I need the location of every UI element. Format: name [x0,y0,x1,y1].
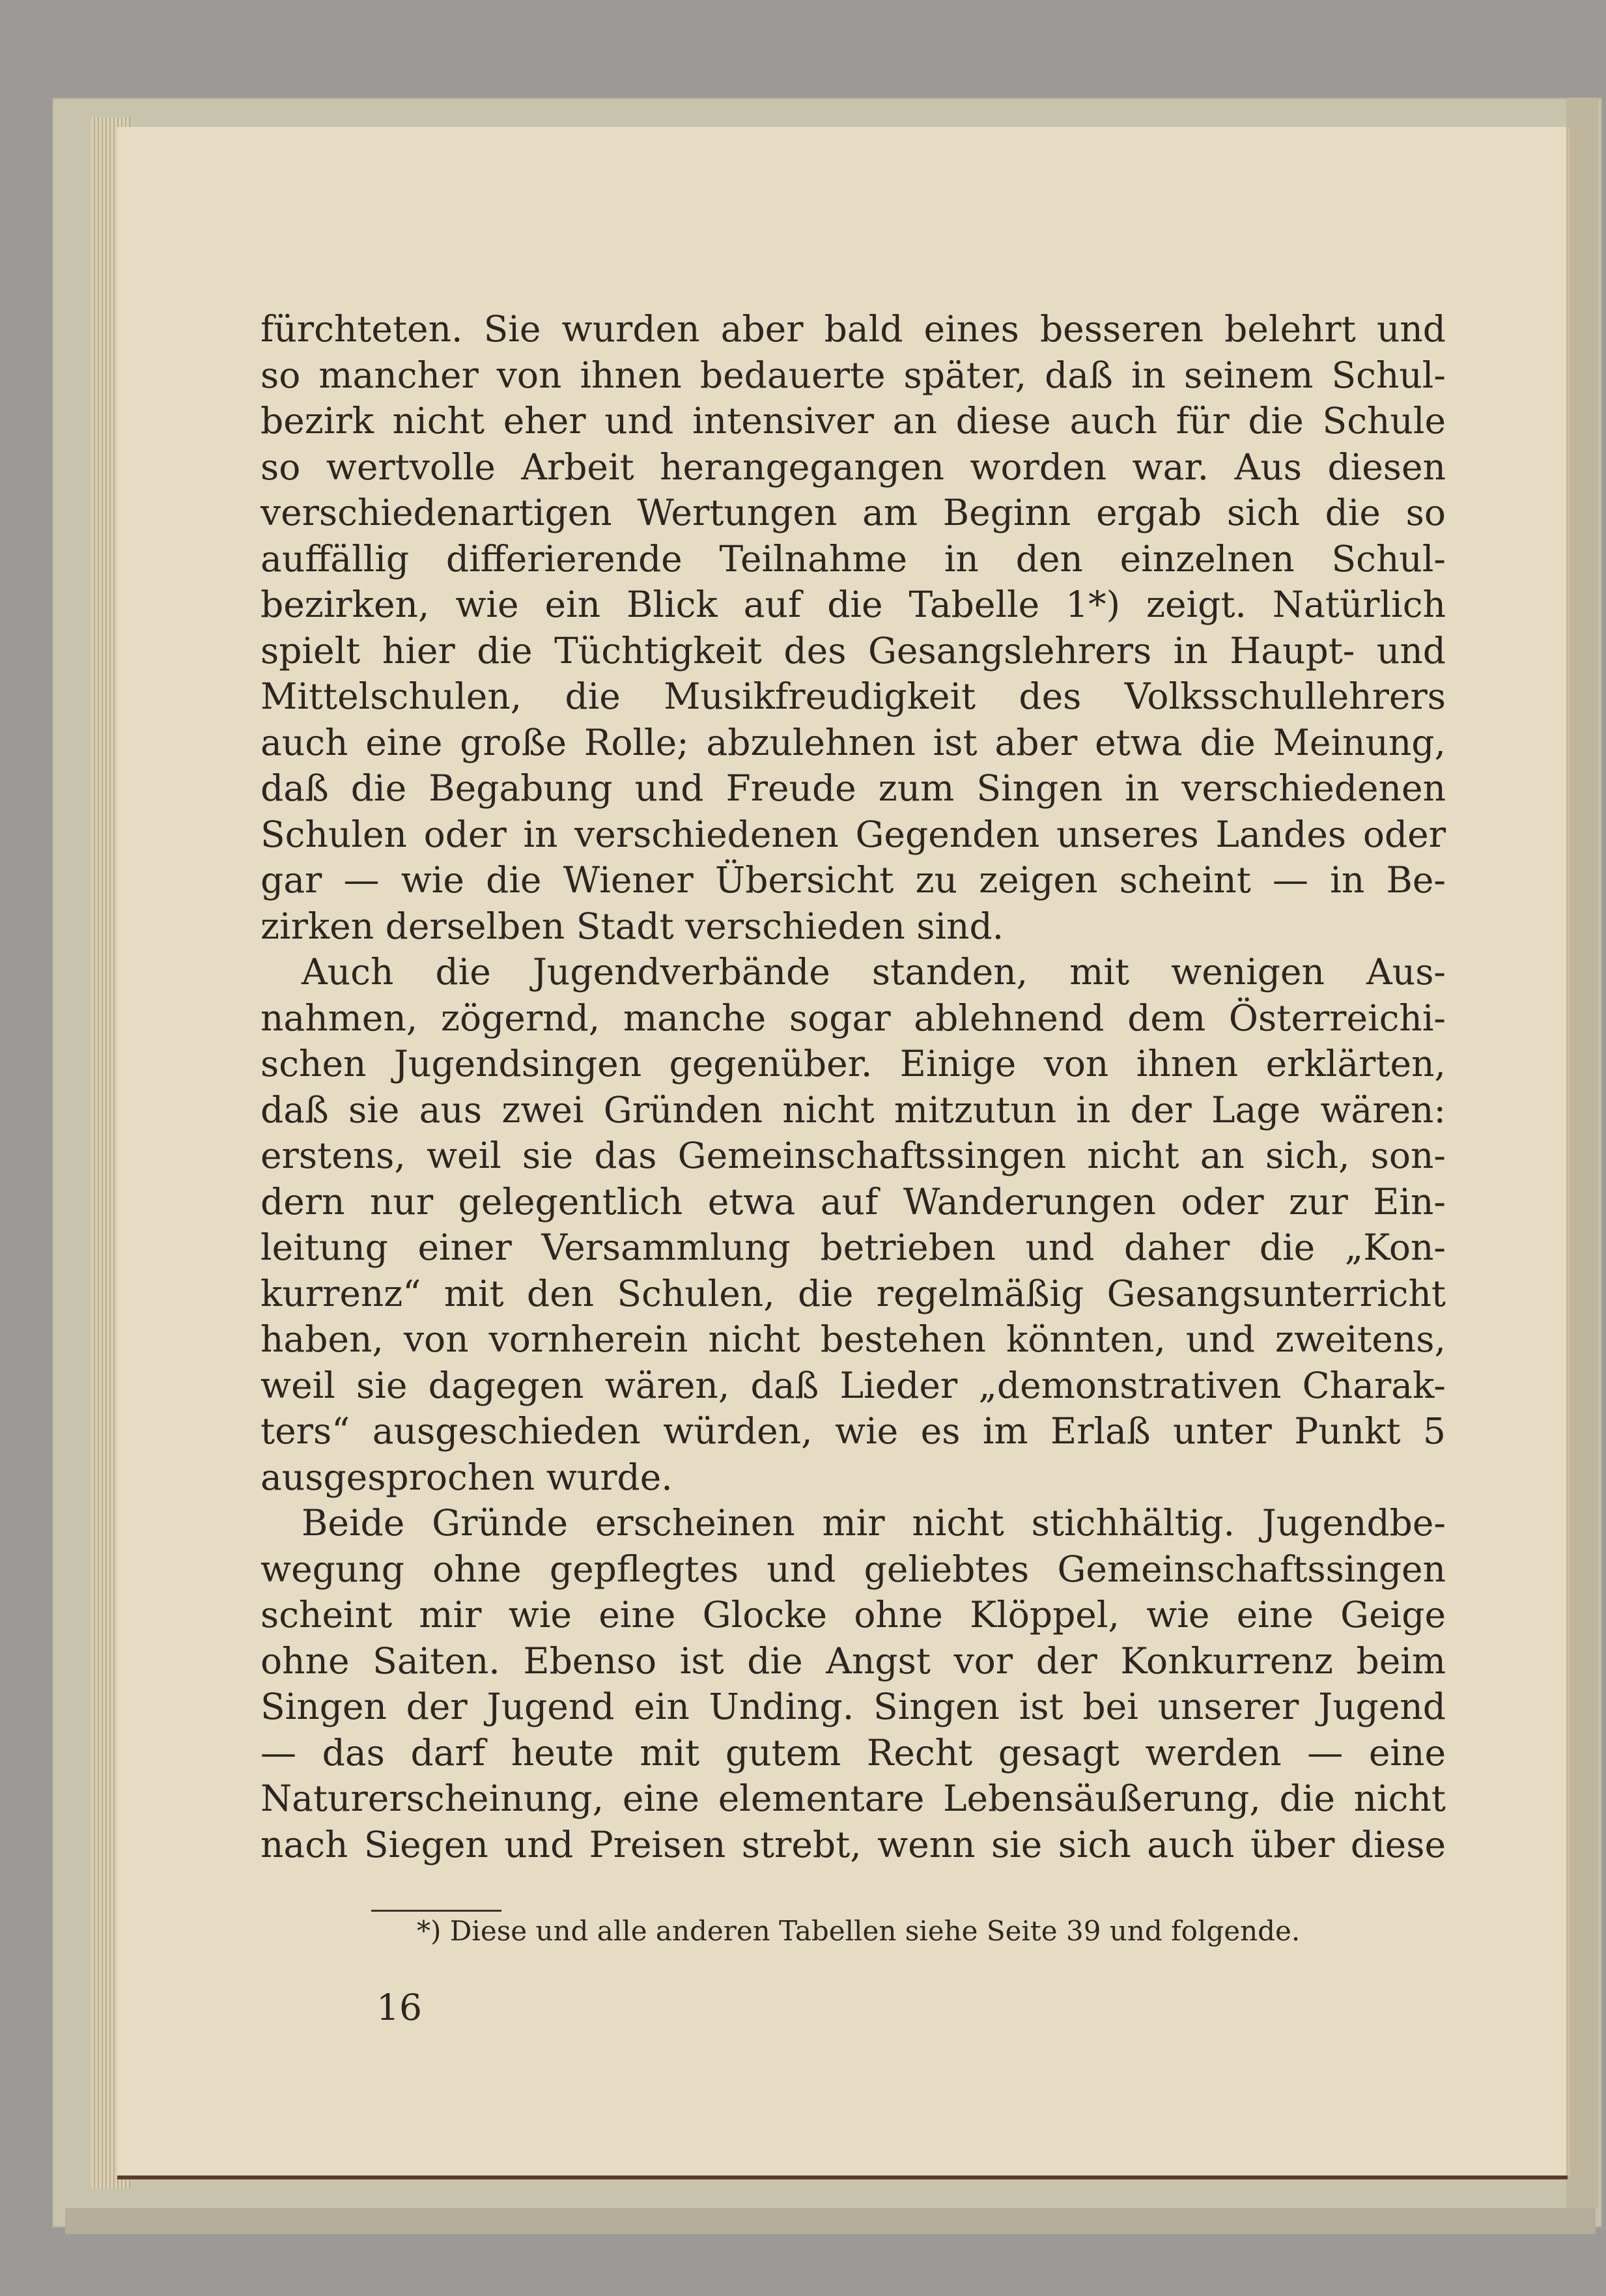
text-line: auffällig differierende Teilnahme in den einzelnen Schul- [261,537,1446,580]
next-sheet-edge [1566,98,1599,2208]
text-line: bezirken, wie ein Blick auf die Tabelle 1*) zeigt. Natürlich [261,584,1446,625]
text-line: bezirk nicht eher und intensiver an diese auch für die Schule [261,400,1446,442]
footnote: *) Diese und alle anderen Tabellen siehe Seite 39 und folgende. [417,1915,1301,1947]
text-line: Naturerscheinung, eine elementare Lebensäußerung, die nicht [261,1778,1446,1819]
text-line: gar — wie die Wiener Übersicht zu zeigen scheint — in Be- [261,859,1446,901]
text-line: dern nur gelegentlich etwa auf Wanderungen oder zur Ein- [261,1180,1446,1223]
book-bottom-edge [65,2208,1596,2234]
text-line: Singen der Jugend ein Unding. Singen ist bei unserer Jugend [261,1686,1446,1727]
text-line: schen Jugendsingen gegenüber. Einige von ihnen erklärten, [261,1043,1446,1084]
text-line: erstens, weil sie das Gemeinschaftssingen nicht an sich, son- [261,1135,1446,1176]
page-number: 16 [376,1987,422,2028]
text-line: Mittelschulen, die Musikfreudigkeit des Volksschullehrers [261,675,1446,717]
text-line: so wertvolle Arbeit herangegangen worden war. Aus diesen [261,446,1446,488]
text-line: Schulen oder in verschiedenen Gegenden unseres Landes oder [261,813,1446,855]
text-line: fürchteten. Sie wurden aber bald eines besseren belehrt und [261,308,1446,350]
text-line: zirken derselben Stadt verschieden sind. [261,905,1004,947]
text-line: ohne Saiten. Ebenso ist die Angst vor der Konkurrenz beim [261,1639,1446,1682]
text-line: verschiedenartigen Wertungen am Beginn ergab sich die so [261,492,1446,533]
text-line: scheint mir wie eine Glocke ohne Klöppel, wie eine Geige [261,1594,1446,1636]
text-line: — das darf heute mit gutem Recht gesagt werden — eine [261,1731,1446,1774]
body-text [261,306,1446,1867]
text-line: ters“ ausgeschieden würden, wie es im Erlaß unter Punkt 5 [261,1410,1446,1452]
text-line: leitung einer Versammlung betrieben und daher die „Kon- [261,1226,1446,1268]
text-line: ausgesprochen wurde. [261,1456,673,1498]
text-line: Auch die Jugendverbände standen, mit wenigen Aus- [302,951,1446,993]
text-line: weil sie dagegen wären, daß Lieder „demonstrativen Charak- [261,1364,1446,1406]
text-line: so mancher von ihnen bedauerte später, daß in seinem Schul- [261,354,1446,396]
text-line: daß die Begabung und Freude zum Singen in verschiedenen [261,767,1446,809]
text-line: auch eine große Rolle; abzulehnen ist aber etwa die Meinung, [261,721,1446,763]
text-line: wegung ohne gepflegtes und geliebtes Gemeinschaftssingen [261,1548,1446,1590]
text-line: spielt hier die Tüchtigkeit des Gesangslehrers in Haupt- und [261,629,1446,672]
text-line: nach Siegen und Preisen strebt, wenn sie sich auch über diese [261,1823,1446,1865]
footnote-rule [371,1910,501,1912]
text-line: daß sie aus zwei Gründen nicht mitzutun in der Lage wären: [261,1088,1446,1131]
text-line: nahmen, zögernd, manche sogar ablehnend dem Österreichi- [261,997,1446,1039]
text-line: haben, von vornherein nicht bestehen könnten, und zweitens, [261,1318,1446,1360]
text-line: Beide Gründe erscheinen mir nicht stichhältig. Jugendbe- [302,1502,1446,1544]
text-line: kurrenz“ mit den Schulen, die regelmäßig Gesangsunterricht [261,1272,1446,1314]
